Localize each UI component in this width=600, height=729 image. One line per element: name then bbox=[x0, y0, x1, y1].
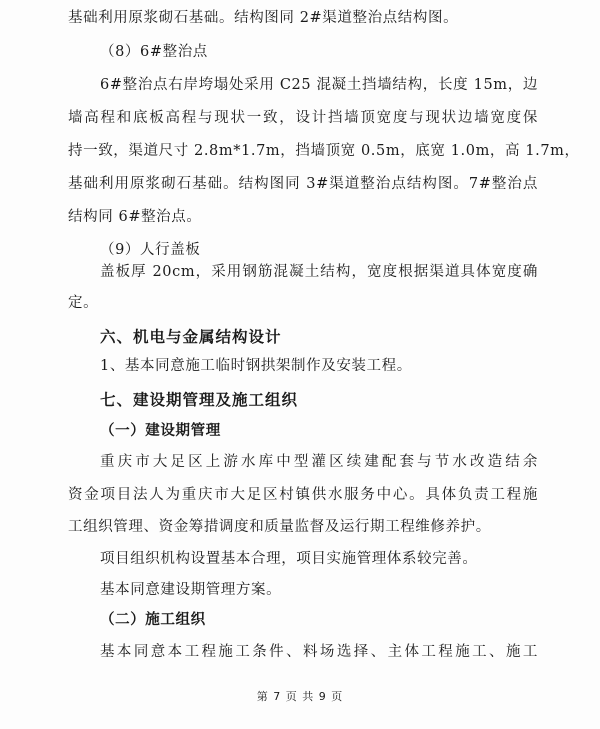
paragraph-line: 1、基本同意施工临时钢拱架制作及安装工程。 bbox=[100, 358, 412, 374]
paragraph-line: 资金项目法人为重庆市大足区村镇供水服务中心。具体负责工程施 bbox=[68, 487, 538, 503]
section-heading: 六、机电与金属结构设计 bbox=[100, 328, 282, 346]
subsection-heading: （一）建设期管理 bbox=[100, 422, 221, 439]
paragraph-line: 基础利用原浆砌石基础。结构图同 3#渠道整治点结构图。7#整治点 bbox=[68, 176, 538, 192]
paragraph-line: 盖板厚 20cm，采用钢筋混凝土结构，宽度根据渠道具体宽度确 bbox=[100, 264, 538, 280]
paragraph-line: 墙高程和底板高程与现状一致，设计挡墙顶宽度与现状边墙宽度保 bbox=[68, 110, 538, 126]
section-subheading: （9）人行盖板 bbox=[100, 242, 201, 258]
paragraph-line: 持一致，渠道尺寸 2.8m*1.7m，挡墙顶宽 0.5m，底宽 1.0m，高 1.7m， bbox=[68, 143, 580, 159]
paragraph-line: 结构同 6#整治点。 bbox=[68, 209, 202, 225]
paragraph-line: 6#整治点右岸垮塌处采用 C25 混凝土挡墙结构，长度 15m，边 bbox=[100, 77, 538, 93]
paragraph-line: 基础利用原浆砌石基础。结构图同 2#渠道整治点结构图。 bbox=[68, 10, 459, 26]
paragraph-line: 基本同意建设期管理方案。 bbox=[100, 582, 282, 598]
paragraph-line: 工组织管理、资金筹措调度和质量监督及运行期工程维修养护。 bbox=[68, 519, 491, 535]
subsection-heading: （二）施工组织 bbox=[100, 611, 206, 628]
paragraph-line: 项目组织机构设置基本合理，项目实施管理体系较完善。 bbox=[100, 551, 478, 567]
section-heading: 七、建设期管理及施工组织 bbox=[100, 391, 299, 409]
page-number-footer: 第 7 页 共 9 页 bbox=[256, 690, 344, 703]
paragraph-line: 重庆市大足区上游水库中型灌区续建配套与节水改造结余 bbox=[100, 454, 538, 470]
paragraph-line: 定。 bbox=[68, 295, 99, 311]
paragraph-line: 基本同意本工程施工条件、料场选择、主体工程施工、施工 bbox=[100, 644, 538, 660]
section-subheading: （8）6#整治点 bbox=[100, 44, 208, 60]
